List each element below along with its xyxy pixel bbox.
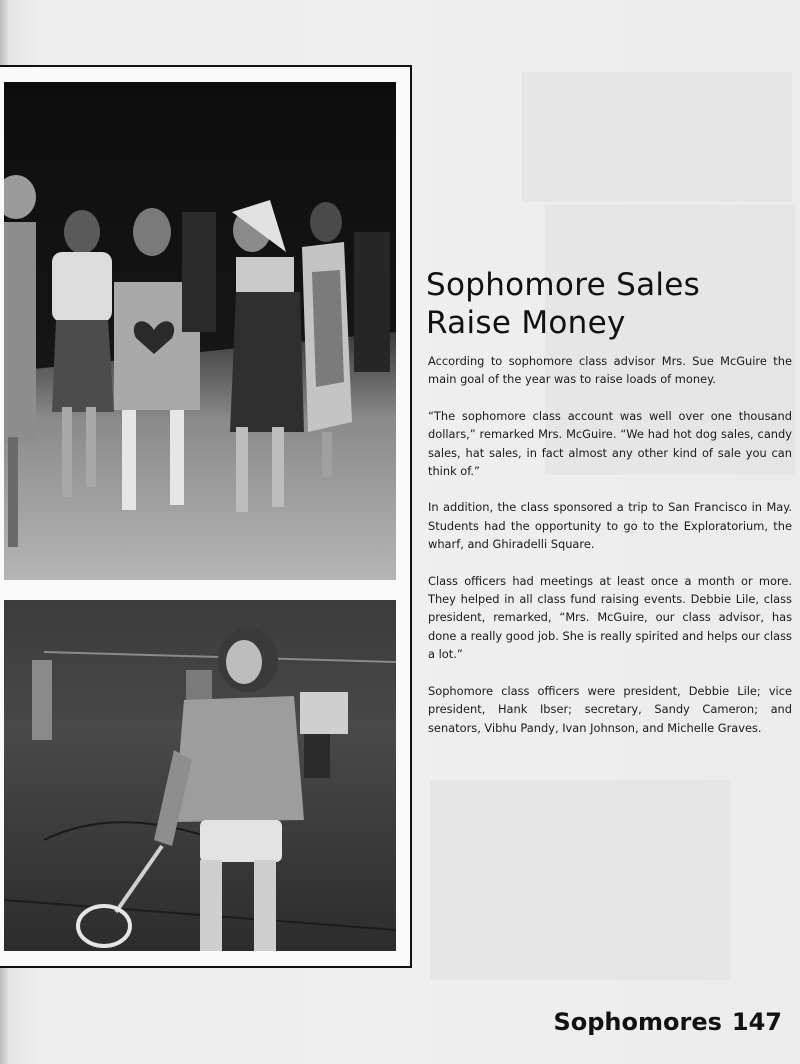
article-headline [426,266,786,342]
article-paragraph-2: “The sophomore class account was well over one thousand dollars,” remarked Mrs. McGuire. “We had hot dog sales, candy sales, hat sales, in fact almost any other kind of sale you can think of.” [428,408,792,479]
section-name: Sophomores [553,1008,722,1036]
show-through-panel-bottom [430,780,730,980]
article-paragraph-4: Class officers had meetings at least once a month or more. They helped in all class fund raising events. Debbie Lile, class president, remarked, “Mrs. McGuire, our class advisor, has done a really good job. She is really spirited and helps our class a lot.” [428,573,792,662]
article-body [428,352,792,737]
page-number: 147 [731,1008,782,1036]
article-paragraph-3: In addition, the class sponsored a trip to San Francisco in May. Students had the opportunity to go to the Exploratorium, the wharf, and Ghiradelli Square. [428,500,792,552]
headline-line-2: Raise Money [426,305,626,341]
costume-parade-photo [4,82,396,580]
article-paragraph-5: Sophomore class officers were president, Debbie Lile; vice president, Hank Ibser; secretary, Sandy Cameron; and senators, Vibhu Pandy, Ivan Johnson, and Michelle Graves. [428,683,792,735]
headline-line-1: Sophomore Sales [426,267,701,303]
article-paragraph-1: According to sophomore class advisor Mrs. Sue McGuire the main goal of the year was to raise loads of money. [428,354,792,387]
page-folio [553,1004,782,1040]
show-through-panel-top [522,72,792,202]
badminton-player-photo [4,600,396,951]
